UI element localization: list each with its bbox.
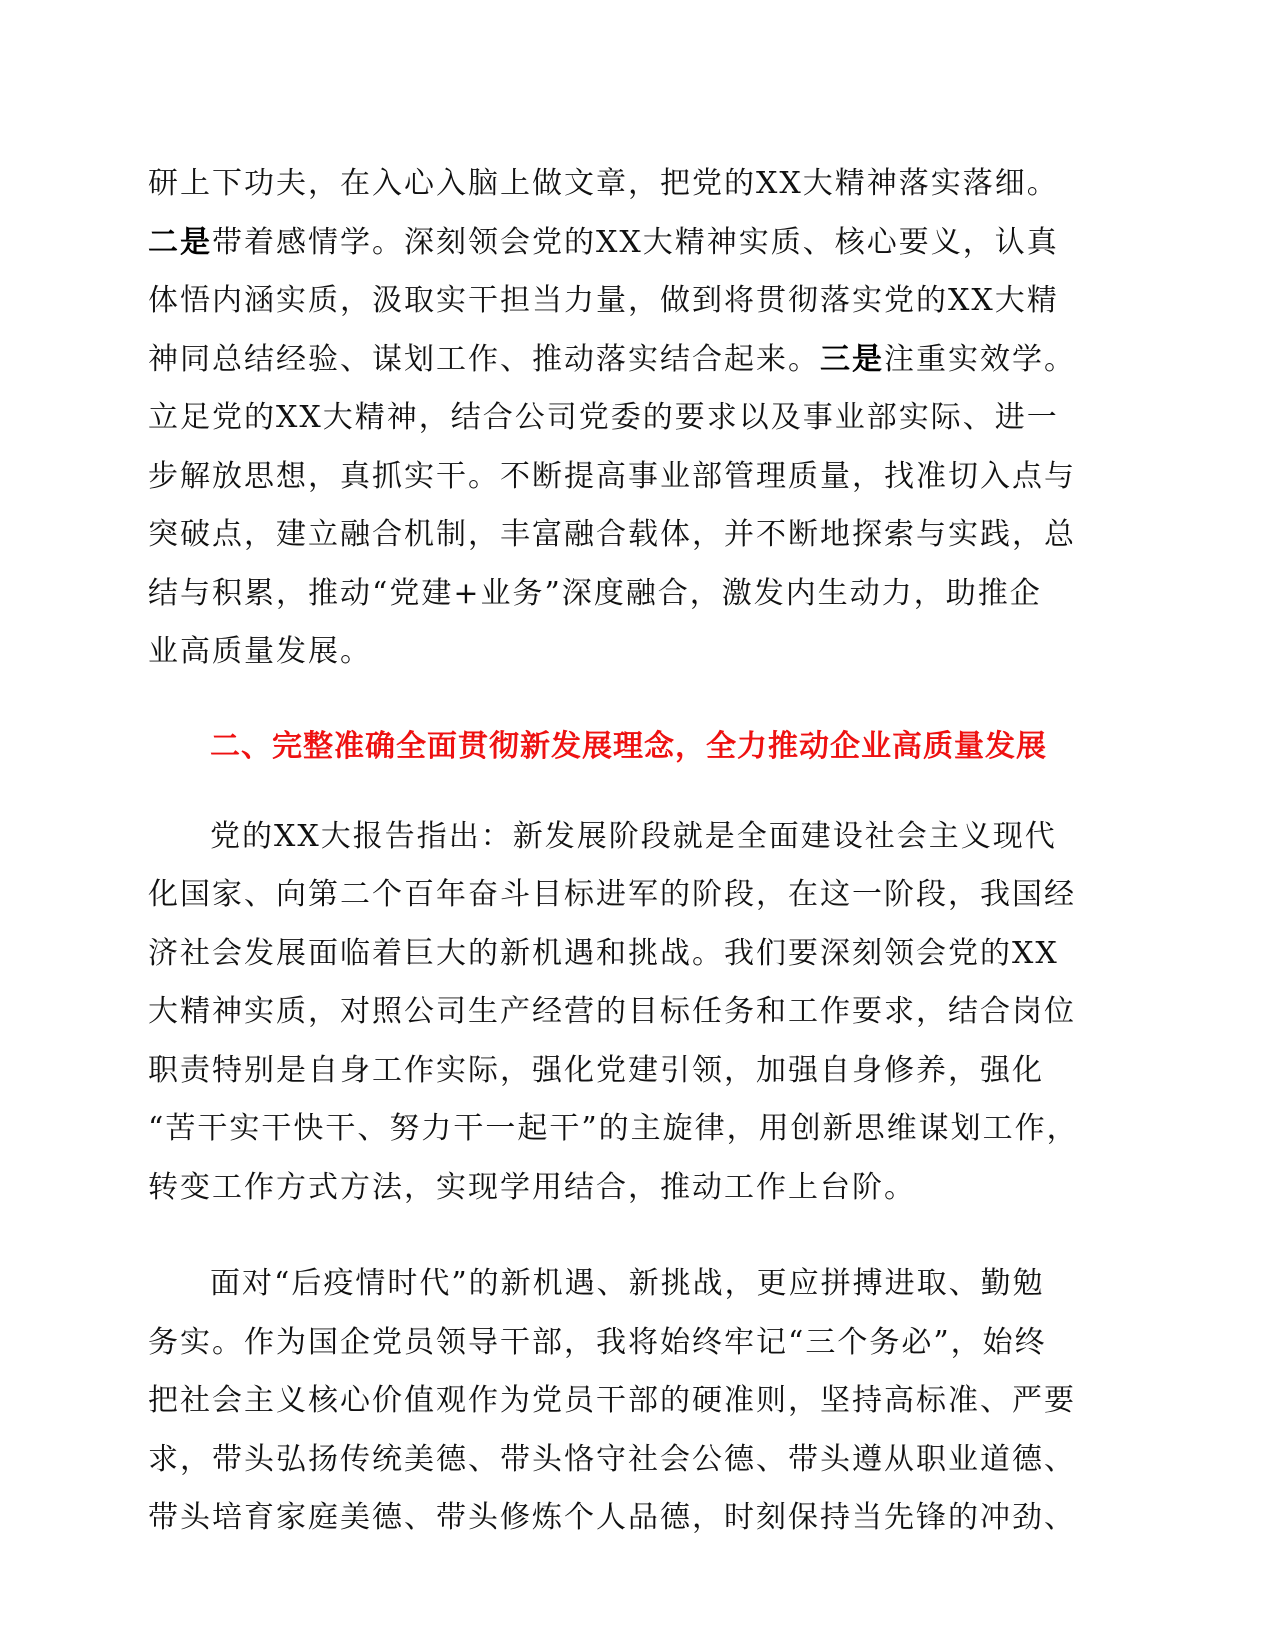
paragraph-line-text: 注重实效学。	[884, 341, 1076, 377]
paragraph-line-text: 神同总结经验、谋划工作、推动落实结合起来。	[148, 341, 820, 377]
paragraph-line: 面对“后疫情时代”的新机遇、新挑战，更应拼搏进取、勤勉	[210, 1266, 1045, 1301]
section-heading: 二、完整准确全面贯彻新发展理念，全力推动企业高质量发展	[210, 728, 1047, 764]
paragraph-2	[148, 808, 1088, 1218]
paragraph-line: 研上下功夫，在入心入脑上做文章，把党的XX大精神落实落细。	[148, 166, 1059, 201]
paragraph-line: 大精神实质，对照公司生产经营的目标任务和工作要求，结合岗位	[148, 994, 1076, 1029]
paragraph-line: 党的XX大报告指出：新发展阶段就是全面建设社会主义现代	[210, 818, 1057, 854]
paragraph-line: 体悟内涵实质，汲取实干担当力量，做到将贯彻落实党的XX大精	[148, 283, 1059, 318]
paragraph-line: 求，带头弘扬传统美德、带头恪守社会公德、带头遵从职业道德、	[148, 1441, 1076, 1477]
paragraph-line: 务实。作为国企党员领导干部，我将始终牢记“三个务必”，始终	[148, 1324, 1047, 1360]
paragraph-line: 济社会发展面临着巨大的新机遇和挑战。我们要深刻领会党的XX	[148, 935, 1059, 971]
paragraph-line: 带头培育家庭美德、带头修炼个人品德，时刻保持当先锋的冲劲、	[148, 1500, 1076, 1535]
paragraph-spacer	[148, 1217, 1088, 1255]
bold-lead-text: 三是	[820, 341, 884, 377]
document-body	[148, 155, 1088, 1548]
paragraph-line: “苦干实干快干、努力干一起干”的主旋律，用创新思维谋划工作，	[148, 1111, 1079, 1146]
paragraph-line: 立足党的XX大精神，结合公司党委的要求以及事业部实际、进一	[148, 400, 1059, 435]
paragraph-line: 业高质量发展。	[148, 634, 372, 669]
paragraph-line: 把社会主义核心价值观作为党员干部的硬准则，坚持高标准、严要	[148, 1383, 1076, 1418]
paragraph-3	[148, 1255, 1088, 1548]
paragraph-line-text: 带着感情学。深刻领会党的XX大精神实质、核心要义，认真	[212, 224, 1059, 260]
paragraph-line: 职责特别是自身工作实际，强化党建引领，加强自身修养，强化	[148, 1052, 1044, 1088]
paragraph-line: 步解放思想，真抓实干。不断提高事业部管理质量，找准切入点与	[148, 458, 1076, 494]
bold-lead-text: 二是	[148, 224, 212, 260]
paragraph-line: 突破点，建立融合机制，丰富融合载体，并不断地探索与实践，总	[148, 517, 1076, 552]
paragraph-line: 化国家、向第二个百年奋斗目标进军的阶段，在这一阶段，我国经	[148, 877, 1076, 912]
paragraph-line	[148, 214, 1088, 273]
paragraph-line: 转变工作方式方法，实现学用结合，推动工作上台阶。	[148, 1169, 916, 1205]
paragraph-line: 结与积累，推动“党建+业务”深度融合，激发内生动力，助推企	[148, 575, 1042, 611]
paragraph-1	[148, 155, 1088, 682]
paragraph-line	[148, 331, 1088, 390]
